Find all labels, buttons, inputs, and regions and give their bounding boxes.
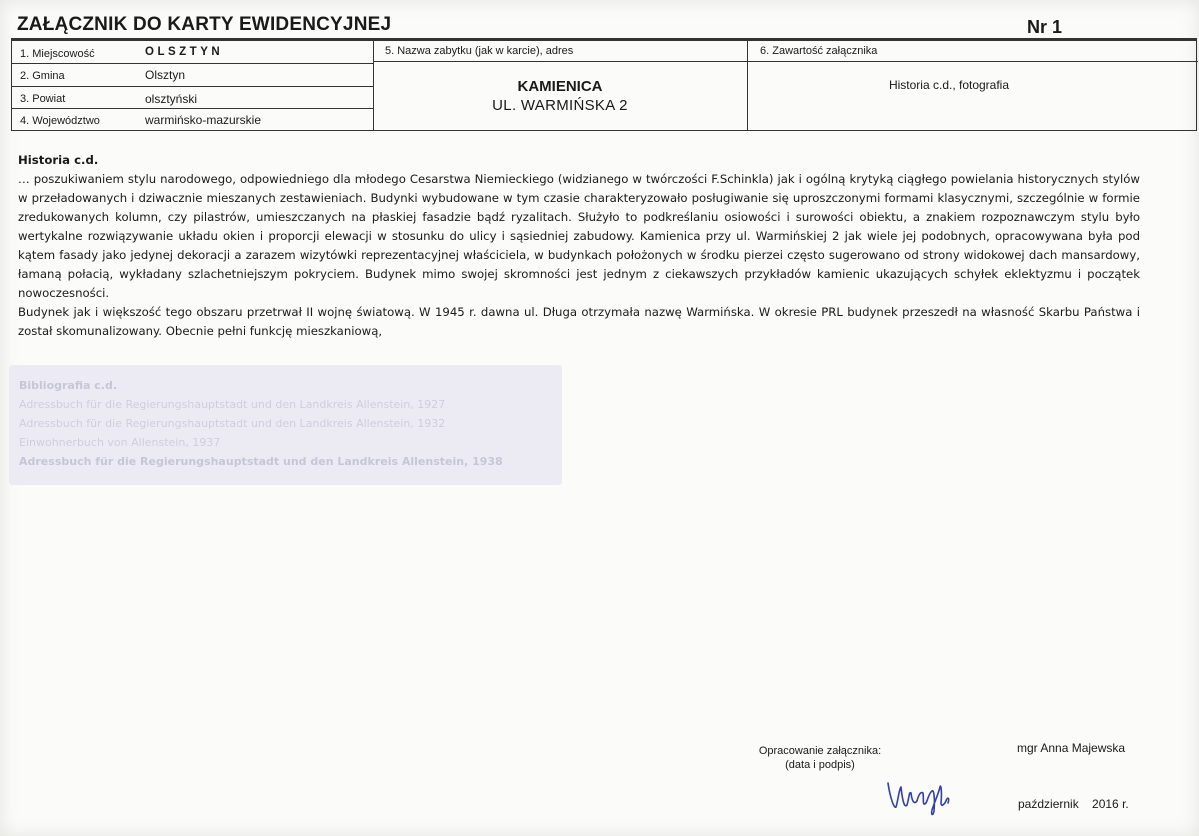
- wojewodztwo-label: 4. Województwo: [20, 115, 100, 127]
- nazwa-label: 5. Nazwa zabytku (jak w karcie), adres: [385, 45, 574, 57]
- row-divider: [373, 61, 1198, 62]
- zawartosc-label: 6. Zawartość załącznika: [760, 45, 878, 57]
- history-section: [18, 151, 1140, 341]
- bibliography-item: Einwohnerbuch von Allenstein, 1937: [19, 436, 221, 449]
- history-paragraph: … poszukiwaniem stylu narodowego, odpowiedniego dla młodego Cesarstwa Niemieckiego (widzianego w twórczości F.Schinkla) jak i ogólną krytyką ciągłego powielania historycznych stylów w przeładowanych i dziwacznie mieszanych zestawieniach. Budynki wybudowane w tym czasie charakteryzowało posługiwanie się uproszczonymi formami klasycznymi, szczególnie w formie zredukowanych kolumn, czy pilastrów, umieszczanych na płaskiej fasadzie bądź ryzalitach. Służyło to podkreślaniu osiowości i surowości obiektu, a znakiem rozpoznawczym stylu było wertykalne rozwiązywanie układu okien i proporcji elewacji w stosunku do ulicy i sąsiedniej zabudowy. Kamienica przy ul. Warmińskiej 2 jak wiele jej podobnych, opracowywana była pod kątem fasady jako jedynej dekoracji a zarazem wizytówki reprezentacyjnej właściciela, w budynkach położonych w środku pierzei często sugerowano od strony widokowej dach mansardowy, łamaną połacią, wykładany szlachetniejszym pokryciem. Budynek mimo swojej skromności jest jednym z ciekawszych przykładów kamienic ukazujących schyłek eklektyzmu i początek nowoczesności.: [18, 172, 1140, 300]
- prepared-sublabel: (data i podpis): [785, 759, 855, 771]
- bibliography-item: Adressbuch für die Regierungshauptstadt und den Landkreis Allenstein, 1927: [19, 398, 446, 411]
- row-divider: [12, 86, 373, 87]
- bibliography-item: Adressbuch für die Regierungshauptstadt und den Landkreis Allenstein, 1938: [19, 455, 503, 468]
- handwritten-signature: [884, 771, 964, 821]
- gmina-value: Olsztyn: [145, 68, 186, 82]
- miejscowosc-value: OLSZTYN: [145, 46, 224, 58]
- monument-name: KAMIENICA: [517, 78, 603, 95]
- gmina-label: 2. Gmina: [20, 70, 65, 82]
- document-title: ZAŁĄCZNIK DO KARTY EWIDENCYJNEJ: [17, 14, 392, 35]
- prepared-label: Opracowanie załącznika:: [758, 745, 882, 757]
- history-paragraph: Budynek jak i większość tego obszaru przetrwał II wojnę światową. W 1945 r. dawna ul. Długa otrzymała nazwę Warmińska. W okresie PRL budynek przeszedł na własność Skarbu Państwa i został skomunalizowany. Obecnie pełni funkcję mieszkaniową,: [18, 305, 1140, 338]
- bibliography-heading: Bibliografia c.d.: [19, 379, 118, 392]
- bibliography-item: Adressbuch für die Regierungshauptstadt und den Landkreis Allenstein, 1932: [19, 417, 446, 430]
- attachment-number: Nr 1: [1027, 17, 1063, 37]
- miejscowosc-label: 1. Miejscowość: [20, 48, 95, 60]
- bibliography-box: [9, 365, 562, 485]
- monument-address: UL. WARMIŃSKA 2: [492, 97, 628, 114]
- row-divider: [12, 108, 373, 109]
- wojewodztwo-value: warmińsko-mazurskie: [145, 113, 262, 127]
- attachment-contents: Historia c.d., fotografia: [888, 78, 1010, 92]
- author-name: mgr Anna Majewska: [1017, 741, 1126, 755]
- history-heading: Historia c.d.: [18, 153, 99, 167]
- date: październik 2016 r.: [1018, 797, 1129, 811]
- powiat-label: 3. Powiat: [20, 93, 66, 105]
- row-divider: [12, 63, 373, 64]
- prepared-by-label: [730, 744, 910, 772]
- powiat-value: olsztyński: [145, 92, 198, 106]
